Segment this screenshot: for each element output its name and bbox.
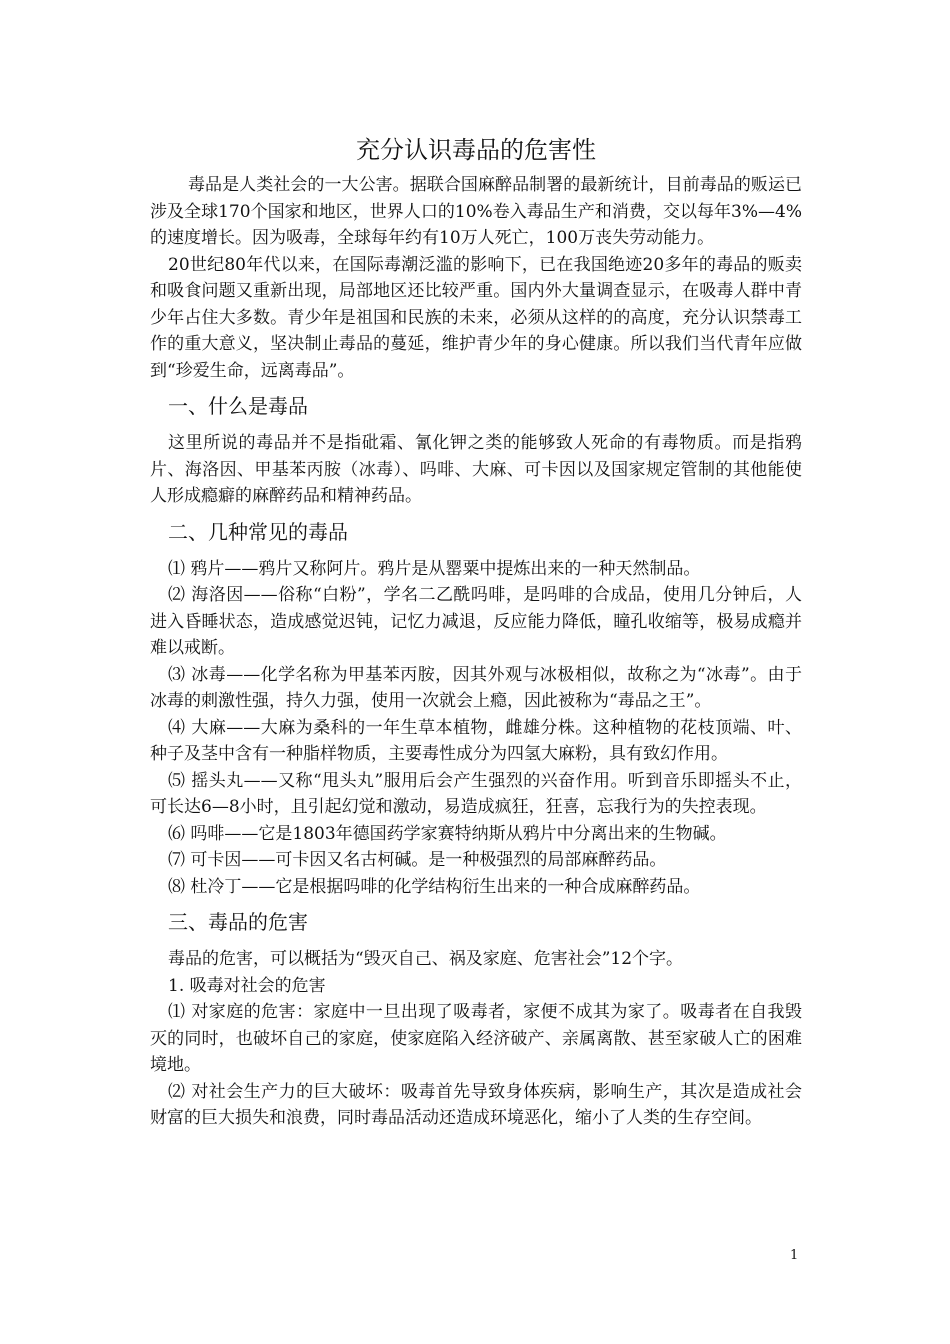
- list-item: ⑶ 冰毒——化学名称为甲基苯丙胺，因其外观与冰极相似，故称之为“冰毒”。由于冰毒的刺激性强，持久力强，使用一次就会上瘾，因此被称为“毒品之王”。: [150, 664, 802, 711]
- list-item: ⑵ 对社会生产力的巨大破坏：吸毒首先导致身体疾病，影响生产，其次是造成社会财富的巨大损失和浪费，同时毒品活动还造成环境恶化，缩小了人类的生存空间。: [150, 1081, 802, 1128]
- intro-paragraph: 毒品是人类社会的一大公害。据联合国麻醉品制署的最新统计，目前毒品的贩运已涉及全球170个国家和地区，世界人口的10%卷入毒品生产和消费，交以每年3%—4%的速度增长。因为吸毒，全球每年约有10万人死亡，100万丧失劳动能力。: [150, 175, 802, 248]
- document-title: 充分认识毒品的危害性: [356, 136, 596, 164]
- list-item: ⑸ 摇头丸——又称“甩头丸”服用后会产生强烈的兴奋作用。听到音乐即摇头不止，可长达6—8小时，且引起幻觉和激动，易造成疯狂，狂喜，忘我行为的失控表现。: [150, 770, 802, 817]
- list-item: ⑵ 海洛因——俗称“白粉”，学名二乙酰吗啡，是吗啡的合成品，使用几分钟后，人进入昏睡状态，造成感觉迟钝，记忆力减退，反应能力降低，瞳孔收缩等，极易成瘾并难以戒断。: [150, 585, 802, 658]
- list-item: ⑹ 吗啡——它是1803年德国药学家赛特纳斯从鸦片中分离出来的生物碱。: [168, 823, 727, 844]
- document-body: [150, 132, 802, 1132]
- section-heading: 二、几种常见的毒品: [168, 519, 348, 544]
- section-heading: 一、什么是毒品: [168, 394, 308, 418]
- section-paragraph: 这里所说的毒品并不是指砒霜、氰化钾之类的能够致人死命的有毒物质。而是指鸦片、海洛因、甲基苯丙胺（冰毒）、吗啡、大麻、可卡因以及国家规定管制的其他能使人形成瘾癖的麻醉药品和精神药品。: [150, 433, 802, 506]
- list-item: ⑻ 杜冷丁——它是根据吗啡的化学结构衍生出来的一种合成麻醉药品。: [168, 876, 701, 897]
- list-item: ⑷ 大麻——大麻为桑科的一年生草本植物，雌雄分株。这种植物的花枝顶端、叶、种子及茎中含有一种脂样物质，主要毒性成分为四氢大麻粉，具有致幻作用。: [150, 717, 802, 764]
- list-item: ⑴ 对家庭的危害：家庭中一旦出现了吸毒者，家便不成其为家了。吸毒者在自我毁灭的同时，也破坏自己的家庭，使家庭陷入经济破产、亲属离散、甚至家破人亡的困难境地。: [150, 1002, 802, 1075]
- list-item: ⑺ 可卡因——可卡因又名古柯碱。是一种极强烈的局部麻醉药品。: [168, 850, 667, 870]
- list-item: ⑴ 鸦片——鸦片又称阿片。鸦片是从罂粟中提炼出来的一种天然制品。: [168, 558, 701, 579]
- section-paragraph: 毒品的危害，可以概括为“毁灭自己、祸及家庭、危害社会”12个字。: [168, 949, 684, 969]
- page-number: 1: [790, 1248, 799, 1263]
- section-heading: 三、毒品的危害: [168, 910, 308, 934]
- intro-paragraph: 20世纪80年代以来，在国际毒潮泛滥的影响下，已在我国绝迹20多年的毒品的贩卖和吸食问题又重新出现，局部地区还比较严重。国内外大量调查显示，在吸毒人群中青少年占住大多数。青少年是祖国和民族的未来，必须从这样的的高度，充分认识禁毒工作的重大意义，坚决制止毒品的蔓延，维护青少年的身心健康。所以我们当代青年应做到“珍爱生命，远离毒品”。: [150, 254, 802, 381]
- subsection-heading: 1. 吸毒对社会的危害: [168, 975, 326, 996]
